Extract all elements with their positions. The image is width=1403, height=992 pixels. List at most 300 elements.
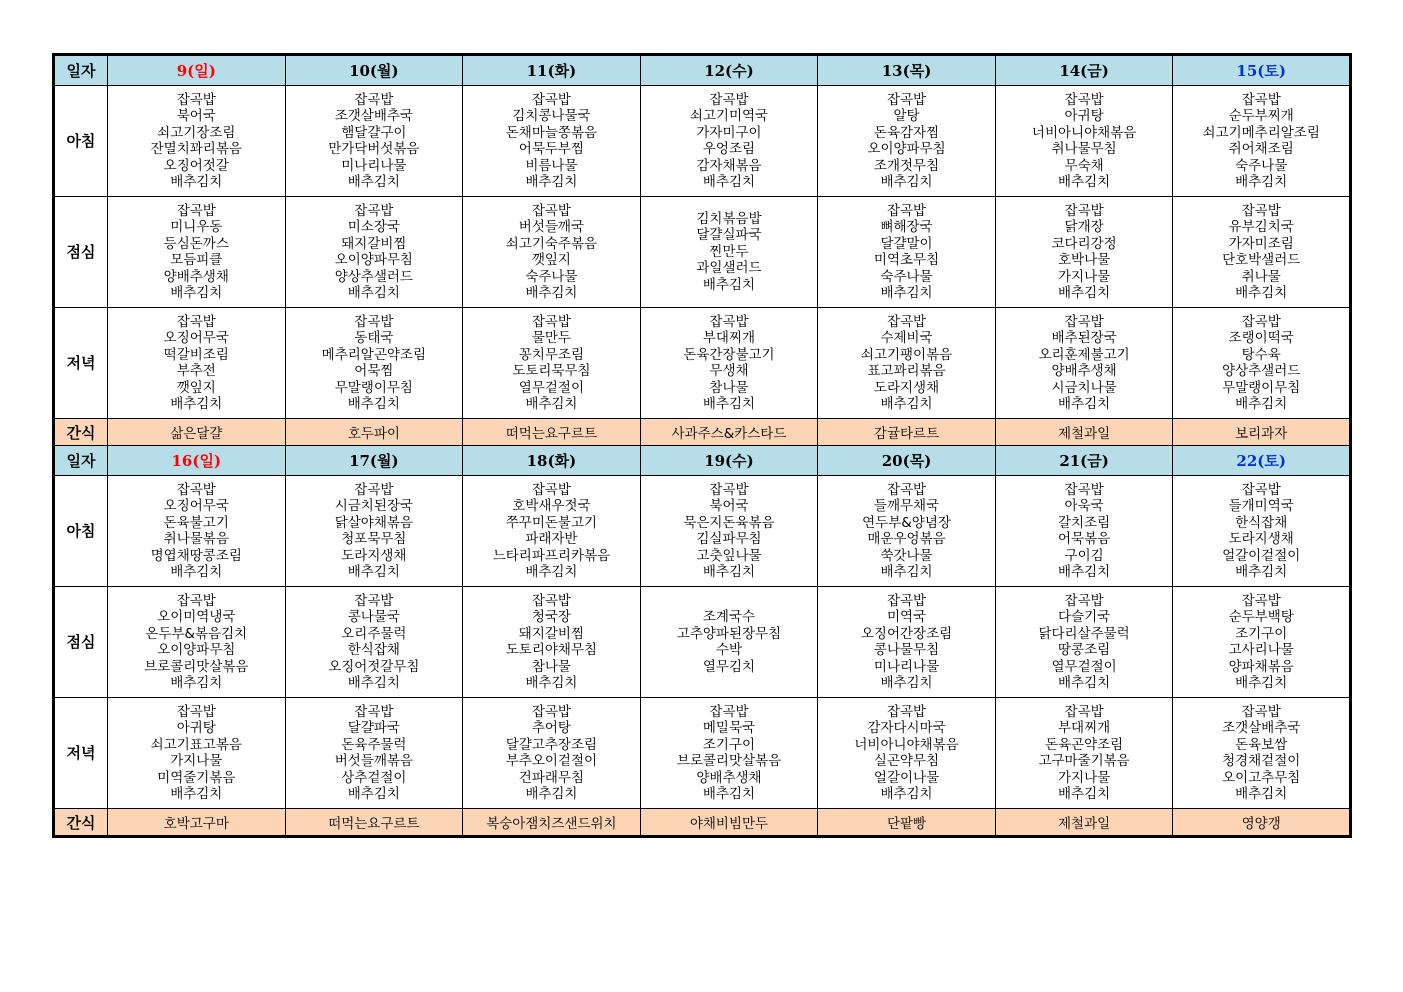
dish-item: 잡곡밥 [176, 703, 216, 720]
dish-item: 시금치나물 [1051, 379, 1117, 396]
dish-item: 물만두 [531, 330, 571, 346]
dish-item: 배추김치 [525, 675, 578, 691]
dinner-menu-cell [108, 308, 286, 419]
snack-cell: 호박고구마 [108, 809, 286, 837]
dish-item: 부대찌개 [1058, 720, 1111, 736]
snack-cell: 떠먹는요구르트 [285, 809, 463, 837]
dish-item: 배추김치 [347, 285, 400, 301]
dish-item: 배추김치 [1235, 285, 1288, 301]
dinner-menu-cell [995, 698, 1173, 809]
dish-item: 배추김치 [347, 564, 400, 580]
dish-item: 조기구이 [1235, 625, 1288, 642]
dish-item: 유부김치국 [1228, 219, 1294, 235]
dish-item: 청경채겉절이 [1222, 753, 1301, 769]
date-label: 11(화) [526, 62, 577, 80]
dish-item: 무숙채 [1064, 157, 1104, 174]
dish-item: 배추김치 [525, 786, 578, 802]
dish-item: 시금치된장국 [334, 498, 413, 514]
dish-item: 어묵볶음 [1058, 531, 1111, 547]
dish-item: 쇠고기미역국 [689, 108, 769, 124]
dish-item: 김치콩나물국 [512, 108, 591, 124]
breakfast-menu-cell [995, 476, 1173, 587]
lunch-menu-cell [995, 197, 1173, 308]
dish-item: 잡곡밥 [1064, 91, 1104, 108]
dish-item: 추어탕 [531, 720, 571, 736]
date-label: 14(금) [1059, 62, 1109, 80]
date-cell [818, 55, 996, 86]
dish-item: 배추김치 [525, 285, 578, 301]
dish-item: 어묵찜 [354, 363, 394, 379]
dish-item: 양파채볶음 [1228, 658, 1294, 675]
dish-item: 잡곡밥 [531, 91, 571, 108]
dish-item: 무말랭이무침 [334, 379, 413, 396]
dish-item: 배추김치 [1058, 675, 1111, 691]
breakfast-menu-cell [640, 86, 818, 197]
dish-item: 미나리나물 [873, 658, 940, 675]
snack-cell: 제철과일 [995, 809, 1173, 837]
dish-item: 파래자반 [525, 531, 578, 547]
dish-item: 잡곡밥 [531, 703, 571, 720]
dish-item: 잡곡밥 [886, 202, 927, 219]
dish-item: 단호박샐러드 [1222, 252, 1301, 268]
dish-item: 배추김치 [1235, 174, 1288, 190]
dish-item: 돈육불고기 [163, 514, 229, 531]
dish-item: 연두부&양념장 [862, 514, 951, 531]
dish-item: 참나물 [531, 658, 571, 675]
dish-item: 잡곡밥 [354, 202, 394, 219]
dish-item: 잡곡밥 [354, 592, 394, 609]
dish-item: 잡곡밥 [176, 202, 216, 219]
breakfast-menu-cell [285, 476, 463, 587]
dinner-menu-cell [285, 308, 463, 419]
dish-item: 조개젓무침 [873, 157, 940, 174]
dish-item: 아욱국 [1064, 498, 1104, 514]
date-cell [640, 446, 818, 476]
dish-item: 버섯들깨국 [518, 219, 585, 235]
dish-item: 얼갈이겉절이 [1222, 547, 1301, 564]
dish-item: 다슬기국 [1058, 609, 1111, 625]
dish-item: 아귀탕 [1064, 108, 1104, 124]
dish-item: 배추김치 [347, 786, 400, 802]
dish-item: 쇠고기팽이볶음 [860, 346, 953, 363]
dish-item: 잡곡밥 [1241, 313, 1281, 330]
date-label: 15(토) [1236, 62, 1286, 80]
date-row-label: 일자 [54, 446, 108, 476]
dish-item: 미소장국 [347, 219, 400, 235]
dish-item: 도라지생채 [1228, 531, 1294, 547]
date-label: 12(수) [704, 62, 754, 80]
dish-item: 만가닥버섯볶음 [328, 141, 420, 157]
date-row-label: 일자 [54, 55, 108, 86]
date-label: 16(일) [171, 452, 222, 470]
dish-item: 잡곡밥 [354, 313, 394, 330]
dish-item: 배추김치 [1235, 675, 1288, 691]
dish-item: 오이양파무침 [157, 642, 236, 658]
dish-item: 배추김치 [702, 396, 756, 412]
dish-item: 조랭이떡국 [1228, 330, 1294, 346]
dish-item: 갈치조림 [1058, 514, 1111, 531]
date-cell [995, 446, 1173, 476]
dinner-menu-cell [1173, 308, 1351, 419]
breakfast-menu-cell [995, 86, 1173, 197]
dish-item: 감자채볶음 [696, 157, 762, 174]
dish-item: 배추김치 [702, 786, 756, 802]
meal-menu-table [52, 53, 1352, 838]
lunch-menu-cell [463, 587, 641, 698]
lunch-menu-cell [285, 587, 463, 698]
dinner-menu-cell [818, 698, 996, 809]
dish-item: 실곤약무침 [873, 753, 940, 769]
date-label: 20(목) [881, 452, 932, 470]
dish-item: 모듬피클 [170, 252, 223, 268]
dish-item: 김실파무침 [696, 531, 762, 547]
dish-item: 가지나물 [1058, 268, 1111, 285]
dish-item: 콩나물무침 [873, 642, 940, 658]
dish-item: 탕수육 [1241, 346, 1281, 363]
dish-item: 취나물볶음 [163, 531, 229, 547]
dish-item: 배추김치 [702, 276, 756, 293]
dish-item: 잡곡밥 [1241, 91, 1281, 108]
dish-item: 북어국 [709, 498, 749, 514]
snack-cell: 영양갱 [1173, 809, 1351, 837]
snack-cell: 제철과일 [995, 419, 1173, 446]
snack-row [54, 809, 1351, 837]
dish-item: 잡곡밥 [1064, 481, 1104, 498]
dish-item: 배추김치 [525, 174, 578, 190]
lunch-menu-cell [995, 587, 1173, 698]
lunch-row-label: 점심 [54, 587, 108, 698]
date-label: 19(수) [704, 452, 754, 470]
dish-item: 표고꽈리볶음 [867, 363, 946, 379]
dish-item: 한식잡채 [347, 642, 400, 658]
dish-item: 메추리알곤약조림 [321, 346, 426, 363]
dish-item: 양배추생채 [1051, 363, 1117, 379]
dish-item: 배추김치 [170, 174, 223, 190]
date-cell [285, 446, 463, 476]
dinner-row [54, 698, 1351, 809]
dish-item: 잡곡밥 [1241, 592, 1281, 609]
meal-menu-body [54, 55, 1351, 837]
date-cell [1173, 55, 1351, 86]
dish-item: 고추양파된장무침 [676, 625, 782, 642]
dish-item: 너비아니야채볶음 [854, 736, 959, 753]
date-label: 9(일) [176, 62, 216, 80]
date-label: 10(월) [349, 62, 399, 80]
dish-item: 오리훈제불고기 [1038, 346, 1130, 363]
dish-item: 건파래무침 [518, 769, 585, 786]
dish-item: 취나물 [1241, 268, 1281, 285]
dish-item: 김치볶음밥 [696, 210, 762, 227]
dish-item: 오이양파무침 [334, 252, 413, 268]
breakfast-row-label: 아침 [54, 476, 108, 587]
dinner-menu-cell [640, 698, 818, 809]
lunch-menu-cell [818, 587, 996, 698]
dish-item: 쑥갓나물 [880, 547, 933, 564]
dish-item: 아귀탕 [176, 720, 216, 736]
date-label: 17(월) [349, 452, 399, 470]
dish-item: 깻잎지 [531, 252, 571, 268]
dish-item: 배추김치 [1058, 285, 1111, 301]
breakfast-menu-cell [818, 86, 996, 197]
dish-item: 브로콜리맛살볶음 [676, 753, 782, 769]
dinner-row [54, 308, 1351, 419]
dish-item: 달걀고추장조림 [505, 736, 598, 753]
dish-item: 배추김치 [702, 564, 756, 580]
dish-item: 잡곡밥 [176, 91, 216, 108]
dinner-menu-cell [285, 698, 463, 809]
dish-item: 순두부찌개 [1228, 108, 1294, 124]
date-row [54, 446, 1351, 476]
dish-item: 동태국 [354, 330, 394, 346]
dish-item: 들깨무채국 [873, 498, 940, 514]
breakfast-menu-cell [463, 476, 641, 587]
breakfast-menu-cell [108, 86, 286, 197]
lunch-menu-cell [285, 197, 463, 308]
dish-item: 쇠고기장조림 [157, 124, 236, 141]
dish-item: 상추겉절이 [341, 769, 407, 786]
dish-item: 쥐어채조림 [1228, 141, 1294, 157]
date-cell [463, 446, 641, 476]
snack-cell: 삶은달걀 [108, 419, 286, 446]
dish-item: 잡곡밥 [1241, 481, 1281, 498]
lunch-row-label: 점심 [54, 197, 108, 308]
dish-item: 오이미역냉국 [157, 609, 236, 625]
breakfast-menu-cell [1173, 86, 1351, 197]
date-cell [995, 55, 1173, 86]
dish-item: 배추김치 [1058, 786, 1111, 802]
dish-item: 배추김치 [1235, 786, 1288, 802]
dish-item: 양배추생채 [696, 769, 762, 786]
dish-item: 배추김치 [170, 396, 223, 412]
dish-item: 찐만두 [709, 243, 749, 260]
dish-item: 쇠고기숙주볶음 [505, 235, 598, 252]
dish-item: 배추김치 [1058, 174, 1111, 190]
dinner-row-label: 저녁 [54, 308, 108, 419]
dish-item: 배추김치 [1235, 396, 1288, 412]
dish-item: 배추김치 [880, 174, 933, 190]
dish-item: 호박나물 [1058, 252, 1111, 268]
dish-item: 잡곡밥 [709, 313, 749, 330]
dish-item: 오징어무국 [163, 498, 229, 514]
lunch-menu-cell [1173, 587, 1351, 698]
dish-item: 쇠고기표고볶음 [150, 736, 242, 753]
dish-item: 배추김치 [347, 396, 400, 412]
dish-item: 과일샐러드 [696, 260, 762, 277]
lunch-row [54, 197, 1351, 308]
dish-item: 어묵두부찜 [518, 141, 585, 157]
dish-item: 오징어무국 [163, 330, 229, 346]
dish-item: 잡곡밥 [531, 481, 571, 498]
dish-item: 등심돈까스 [163, 235, 229, 252]
date-cell [818, 446, 996, 476]
dish-item: 쭈꾸미돈불고기 [505, 514, 598, 531]
lunch-menu-cell [640, 197, 818, 308]
dish-item: 양상추샐러드 [1222, 363, 1301, 379]
dish-item: 가지나물 [1058, 769, 1111, 786]
dish-item: 도토리야채무침 [505, 642, 598, 658]
dish-item: 미역줄기볶음 [157, 769, 236, 786]
dish-item: 가지나물 [170, 753, 223, 769]
dish-item: 코다리강정 [1051, 235, 1117, 252]
dish-item: 잡곡밥 [709, 91, 749, 108]
date-cell [1173, 446, 1351, 476]
dinner-menu-cell [1173, 698, 1351, 809]
dish-item: 조갯살배추국 [1222, 720, 1301, 736]
dish-item: 쇠고기메추리알조림 [1202, 124, 1320, 141]
dish-item: 콩나물국 [347, 609, 400, 625]
dish-item: 돈채마늘쫑볶음 [505, 124, 598, 141]
dish-item: 열무겉절이 [1051, 658, 1117, 675]
dish-item: 잡곡밥 [531, 313, 571, 330]
dish-item: 돼지갈비찜 [341, 235, 407, 252]
dish-item: 배추김치 [702, 174, 756, 190]
dish-item: 숙주나물 [525, 268, 578, 285]
dish-item: 돈육주물럭 [341, 736, 407, 753]
breakfast-menu-cell [108, 476, 286, 587]
dish-item: 가자미조림 [1228, 235, 1294, 252]
dish-item: 너비아니야채볶음 [1031, 124, 1137, 141]
dish-item: 달걀말이 [880, 235, 933, 252]
snack-cell: 떠먹는요구르트 [463, 419, 641, 446]
dish-item: 잡곡밥 [1064, 313, 1104, 330]
dish-item: 배추김치 [880, 285, 933, 301]
dish-item: 잡곡밥 [354, 91, 394, 108]
lunch-menu-cell [818, 197, 996, 308]
dish-item: 조갯살배추국 [334, 108, 413, 124]
dish-item: 고춧잎나물 [696, 547, 762, 564]
dish-item: 오이고추무침 [1222, 769, 1301, 786]
dish-item: 배추김치 [170, 564, 223, 580]
dish-item: 땅콩조림 [1058, 642, 1111, 658]
dish-item: 닭살야채볶음 [334, 514, 413, 531]
dish-item: 잡곡밥 [886, 703, 927, 720]
dinner-menu-cell [463, 308, 641, 419]
snack-cell: 복숭아잼치즈샌드위치 [463, 809, 641, 837]
dish-item: 잡곡밥 [354, 481, 394, 498]
dish-item: 잡곡밥 [176, 592, 216, 609]
dish-item: 북어국 [176, 108, 216, 124]
dish-item: 미역초무침 [873, 252, 940, 268]
dish-item: 부추오이겉절이 [505, 753, 598, 769]
snack-cell: 감귤타르트 [818, 419, 996, 446]
dish-item: 메밀묵국 [702, 720, 756, 736]
dish-item: 수박 [715, 642, 743, 658]
snack-row [54, 419, 1351, 446]
dish-item: 미역국 [886, 609, 927, 625]
dish-item: 잡곡밥 [1241, 202, 1281, 219]
dish-item: 잔멸치꽈리볶음 [150, 141, 242, 157]
dish-item: 잡곡밥 [531, 202, 571, 219]
dish-item: 잡곡밥 [1064, 703, 1104, 720]
dish-item: 배추김치 [170, 675, 223, 691]
dinner-menu-cell [995, 308, 1173, 419]
dish-item: 명엽채땅콩조림 [150, 547, 242, 564]
dish-item: 달걀실파국 [696, 227, 762, 244]
dinner-menu-cell [463, 698, 641, 809]
date-cell [108, 446, 286, 476]
breakfast-row-label: 아침 [54, 86, 108, 197]
dish-item: 도라지생채 [341, 547, 407, 564]
dish-item: 잡곡밥 [531, 592, 571, 609]
lunch-menu-cell [108, 197, 286, 308]
dish-item: 한식잡채 [1235, 514, 1288, 531]
dish-item: 오징어젓갈무침 [328, 658, 420, 675]
snack-cell: 야채비빔만두 [640, 809, 818, 837]
dish-item: 잡곡밥 [709, 703, 749, 720]
date-cell [108, 55, 286, 86]
dish-item: 알탕 [893, 108, 920, 124]
snack-row-label: 간식 [54, 809, 108, 837]
lunch-menu-cell [640, 587, 818, 698]
dish-item: 도라지생채 [873, 379, 940, 396]
dish-item: 순두부백탕 [1228, 609, 1294, 625]
breakfast-menu-cell [818, 476, 996, 587]
dish-item: 뼈해장국 [880, 219, 933, 235]
dish-item: 잡곡밥 [886, 481, 927, 498]
dish-item: 잡곡밥 [886, 592, 927, 609]
dish-item: 오이양파무침 [867, 141, 946, 157]
dish-item: 돈육간장불고기 [683, 346, 775, 363]
date-label: 13(목) [881, 62, 932, 80]
dish-item: 비름나물 [525, 157, 578, 174]
dish-item: 배추김치 [347, 174, 400, 190]
dish-item: 조기구이 [702, 736, 756, 753]
dish-item: 참나물 [709, 379, 749, 396]
dish-item: 배추김치 [170, 786, 223, 802]
dish-item: 열무김치 [702, 658, 756, 675]
dish-item: 가자미구이 [696, 124, 762, 141]
dish-item: 숙주나물 [1235, 157, 1288, 174]
dish-item: 돈육곤약조림 [1044, 736, 1124, 753]
snack-cell: 단팥빵 [818, 809, 996, 837]
dish-item: 감자다시마국 [867, 720, 946, 736]
dinner-menu-cell [818, 308, 996, 419]
dish-item: 배추김치 [1058, 564, 1111, 580]
dish-item: 잡곡밥 [886, 91, 927, 108]
dish-item: 배추김치 [880, 786, 933, 802]
dish-item: 들개미역국 [1228, 498, 1294, 514]
dish-item: 부대찌개 [702, 330, 756, 346]
dish-item: 배추김치 [525, 564, 578, 580]
dish-item: 돼지갈비찜 [518, 625, 585, 642]
dish-item: 고사리나물 [1228, 642, 1294, 658]
dish-item: 취나물무침 [1051, 141, 1117, 157]
dish-item: 느타리파프리카볶음 [492, 547, 611, 564]
breakfast-menu-cell [1173, 476, 1351, 587]
dish-item: 잡곡밥 [1064, 202, 1104, 219]
dish-item: 버섯들깨볶음 [334, 753, 413, 769]
dish-item: 브로콜리맛살볶음 [144, 658, 249, 675]
dish-item: 오징어간장조림 [860, 625, 953, 642]
dish-item: 열무겉절이 [518, 379, 585, 396]
breakfast-menu-cell [640, 476, 818, 587]
date-cell [285, 55, 463, 86]
dish-item: 미니우동 [170, 219, 223, 235]
breakfast-menu-cell [463, 86, 641, 197]
dish-item: 잡곡밥 [709, 481, 749, 498]
dish-item: 조계국수 [702, 609, 756, 625]
date-cell [463, 55, 641, 86]
snack-cell: 사과주스&카스타드 [640, 419, 818, 446]
dish-item: 양배추생채 [163, 268, 229, 285]
dish-item: 배추김치 [1058, 396, 1111, 412]
date-row [54, 55, 1351, 86]
dish-item: 숙주나물 [880, 268, 933, 285]
dinner-menu-cell [640, 308, 818, 419]
lunch-menu-cell [1173, 197, 1351, 308]
dish-item: 온두부&볶음김치 [145, 625, 248, 642]
dish-item: 닭개장 [1064, 219, 1104, 235]
